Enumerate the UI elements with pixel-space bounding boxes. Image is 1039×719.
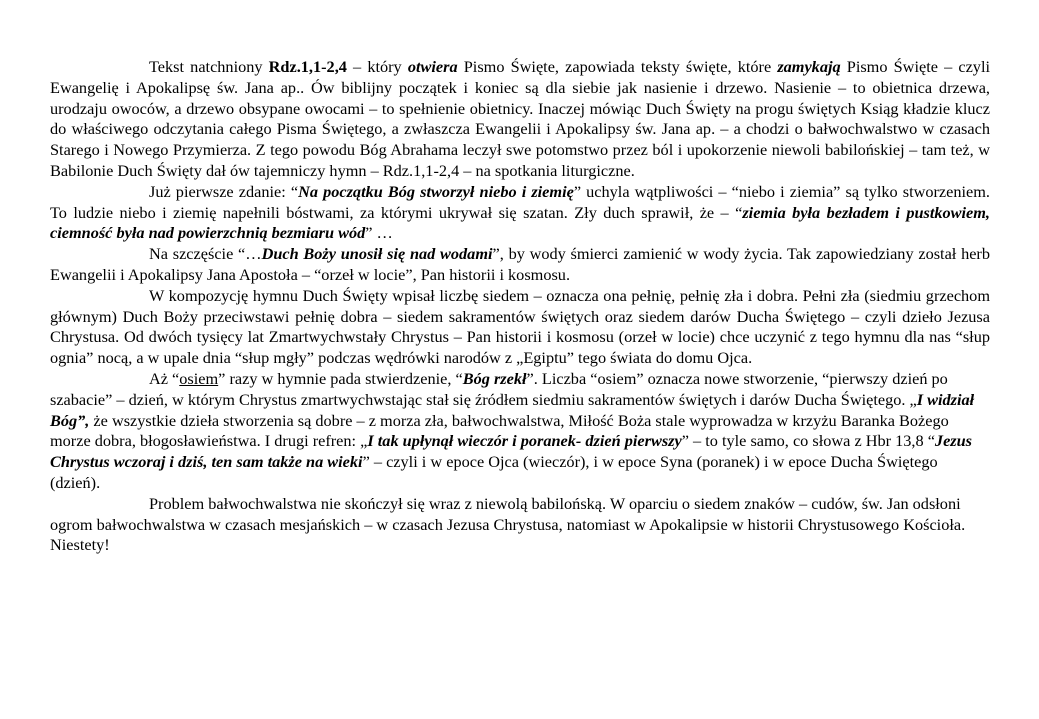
text: Pismo Święte, zapowiada teksty święte, które — [457, 57, 778, 76]
emphasis: zamykają — [777, 57, 841, 76]
text: ”, by wody śmierci zamienić w wody życia. Tak zapowiedziany został herb Ewangelii i Apokalipsy Jana Apostoła – “orzeł w locie”, Pan historii i kosmosu. — [50, 244, 990, 284]
text: – który — [346, 57, 408, 76]
quotation: Jezus Chrystus wczoraj i dziś, ten sam także na wieki — [50, 431, 973, 472]
paragraph-1 — [50, 57, 990, 182]
scripture-reference: Rdz.1,1-2,4 — [268, 57, 347, 76]
text: Pismo Święte – czyli Ewangelię i Apokalipsę św. Jana ap.. Ów biblijny początek i koniec są dla siebie jak nasienie i drzewo. Nasienie – to obietnica drzewa, urodzaju owoców, a drzewo obsypane owocami – to spełnienie obietnicy. Inaczej mówiąc Duch Święty na progu świętych Ksiąg kładzie klucz do właściwego odczytania całego Pisma Świętego, a zwłaszcza Ewangelii i Apokalipsy św. Jana ap. – a chodzi o bałwochwalstwo w czasach Starego i Nowego Przymierza. Z tego powodu Bóg Abrahama leczył swe potomstwo przez ból i upokorzenie niewoli babilońskiej – tam też, w Babilonie Duch Święty dał ów tajemniczy hymn – Rdz.1,1-2,4 – na spotkania liturgiczne. — [50, 57, 990, 180]
text: ” razy w hymnie pada stwierdzenie, “ — [218, 368, 463, 388]
text: ” – czyli i w epoce Ojca (wieczór), i w epoce Syna (poranek) i w epoce Ducha Świętego (dzień). — [50, 452, 938, 492]
quotation: Na początku Bóg stworzył niebo i ziemię — [298, 181, 574, 201]
quotation: I tak upłynął wieczór i poranek- dzień pierwszy — [367, 431, 682, 451]
text: Problem bałwochwalstwa nie skończył się wraz z niewolą babilońską. W oparciu o siedem znaków – cudów, św. Jan odsłoni ogrom bałwochwalstwa w czasach mesjańskich – w czasach Jezusa Chrystusa, natomiast w Apokalipsie w historii Chrystusowego Kościoła. Niestety! — [50, 493, 966, 555]
paragraph-6 — [50, 494, 990, 556]
text: Tekst natchniony — [149, 57, 269, 76]
paragraph-4 — [50, 286, 990, 369]
text: ”. Liczba “osiem” oznacza nowe stworzenie, “pierwszy dzień po szabacie” – dzień, w którym Chrystus zmartwychwstając stał się źródłem siedmiu sakramentów świętych i darów Ducha Świętego. „ — [50, 368, 948, 409]
text: ” – to tyle samo, co słowa z Hbr 13,8 “ — [681, 431, 935, 451]
text: że wszystkie dzieła stworzenia są dobre – z morza zła, bałwochwalstwa, Miłość Boża stale wyprowadza w krzyżu Baranka Bożego morze dobra, błogosławieństwa. I drugi refren: „ — [50, 410, 949, 451]
underlined-word: osiem — [179, 368, 219, 388]
text: Aż “ — [149, 368, 180, 388]
quotation: ziemia była bezładem i pustkowiem, ciemność była nad powierzchnią bezmiaru wód — [50, 202, 990, 243]
text: Już pierwsze zdanie: “ — [149, 181, 299, 201]
text: Na szczęście “… — [149, 244, 262, 264]
text: W kompozycję hymnu Duch Święty wpisał liczbę siedem – oznacza ona pełnię, pełnię zła i dobra. Pełni zła (siedmiu grzechom głównym) Duch Boży przeciwstawi pełnię dobra – siedem sakramentów świętych oraz siedem darów Ducha Świętego – czyli dzieło Jezusa Chrystusa. Od dwóch tysięcy lat Zmartwychwstały Chrystus – Pan historii i kosmosu (orzeł w locie) chce uczynić z tego hymnu dla nas “słup ognia” nocą, a w upale dnia “słup mgły” podczas wędrówki narodów z „Egiptu” tego świata do domu Ojca. — [50, 285, 990, 368]
quotation: Duch Boży unosił się nad wodami — [261, 244, 493, 264]
paragraph-5 — [50, 369, 990, 494]
paragraph-2 — [50, 182, 990, 244]
text: ” uchyla wątpliwości – “niebo i ziemia” są tylko stworzeniem. To ludzie niebo i ziemię napełnili bóstwami, za którymi ukrywał się szatan. Zły duch sprawił, że – “ — [50, 181, 990, 222]
emphasis: otwiera — [407, 57, 458, 76]
text: ” … — [365, 223, 393, 243]
quotation: I widział Bóg”, — [50, 389, 975, 430]
quotation: Bóg rzekł — [462, 368, 527, 388]
document-body — [50, 57, 990, 556]
paragraph-3 — [50, 244, 990, 286]
